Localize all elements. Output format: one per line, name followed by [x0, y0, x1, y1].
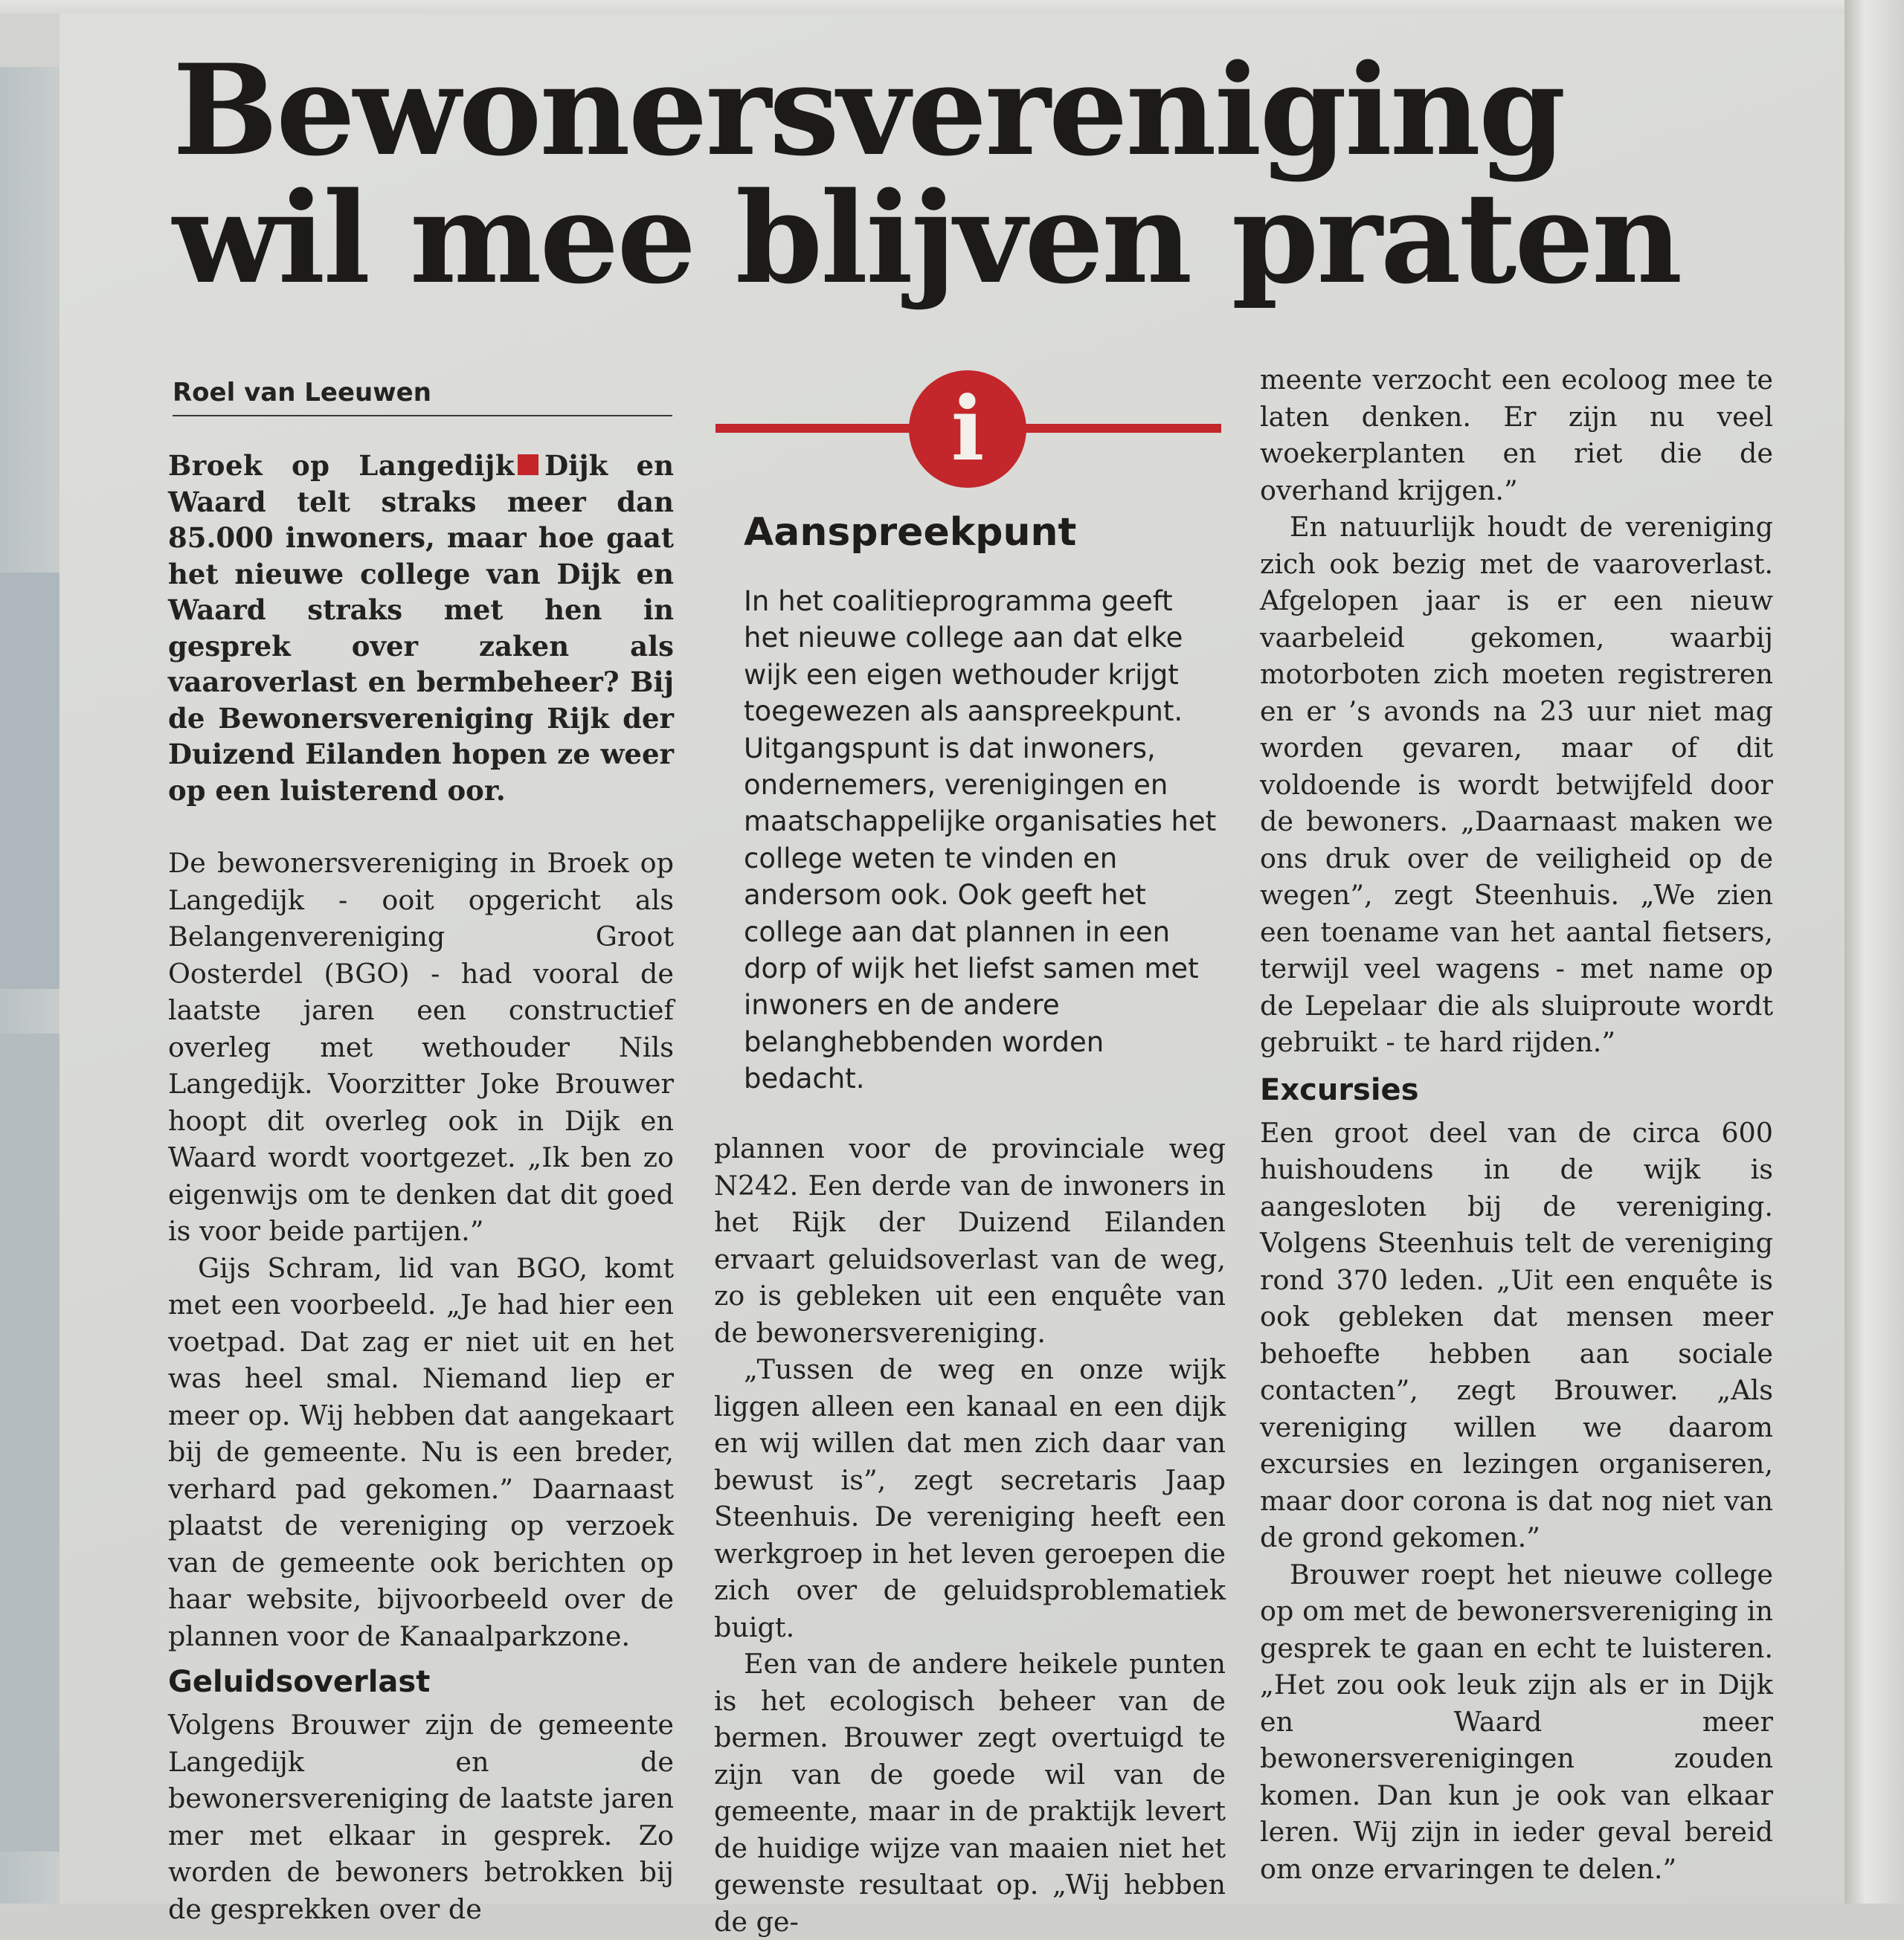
body-paragraph: Gijs Schram, lid van BGO, komt met een voorbeeld. „Je had hier een voetpad. Dat zag er niet uit en het was heel smal. Niemand liep er meer op. Wij hebben dat aangekaart bij de gemeente. Nu is een breder, verhard pad gekomen.” Daarnaast plaatst de vereniging op verzoek van de gemeente ook berichten op haar website, bijvoorbeeld over de plannen voor de Kanaalparkzone.	[168, 1251, 674, 1652]
dateline-place: Broek op Langedijk	[168, 449, 515, 482]
infobox-body: In het coalitieprogramma geeft het nieuwe college aan dat elke wijk een eigen wethouder krijgt toegewezen als aanspreekpunt. Uitgangspunt is dat inwoners, ondernemers, verenigingen en maatschappelijke organisaties het college weten te vinden en andersom ook. Ook geeft het college aan dat plannen in een dorp of wijk het liefst samen met inwoners en de andere belanghebbenden worden bedacht.	[744, 585, 1217, 1095]
page-top-edge	[0, 0, 1904, 13]
subhead-geluidsoverlast: Geluidsoverlast	[168, 1665, 431, 1699]
infobox-title: Aanspreekpunt	[744, 510, 1077, 555]
column-3	[1260, 361, 1773, 1887]
body-paragraph: Een van de andere heikele punten is het ecologisch beheer van de bermen. Brouwer zegt overtuigd te zijn van de goede wil van de gemeente, maar in de praktijk levert de huidige wijze van maaien niet het gewenste resultaat op. „Wij hebben de ge-	[714, 1648, 1226, 1938]
headline-line-1: Bewonersvereniging	[173, 36, 1564, 184]
body-paragraph: De bewonersvereniging in Broek op Langedijk - ooit opgericht als Belangenvereniging Groot Oosterdel (BGO) - had vooral de laatste jaren een constructief overleg met wethouder Nils Langedijk. Voorzitter Joke Brouwer hoopt dit overleg ook in Dijk en Waard wordt voortgezet. „Ik ben zo eigenwijs om te denken dat dit goed is voor beide partijen.”	[168, 847, 674, 1247]
body-paragraph: En natuurlijk houdt de vereniging zich ook bezig met de vaaroverlast. Afgelopen jaar is er een nieuw vaarbeleid gekomen, waarbij motorboten zich moeten registreren en er ’s avonds na 23 uur niet mag worden gevaren, maar of dit voldoende is wordt betwijfeld door de bewoners. „Daarnaast maken we ons druk over de veiligheid op de wegen”, zegt Steenhuis. „We zien een toename van het aantal fietsers, terwijl veel wagens - met name op de Lepelaar die als sluiproute wordt gebruikt - te hard rijden.”	[1260, 511, 1773, 1058]
body-paragraph: Brouwer roept het nieuwe college op om met de bewonersvereniging in gesprek te gaan en echt te luisteren. „Het zou ook leuk zijn als er in Dijk en Waard meer bewonersverenigingen zouden komen. Dan kun je ook van elkaar leren. Wij zijn in ieder geval bereid om onze ervaringen te delen.”	[1260, 1558, 1773, 1885]
column-1	[168, 448, 674, 1927]
subhead-excursies: Excursies	[1260, 1072, 1419, 1107]
page-right-edge	[1844, 0, 1904, 1904]
strip-band	[0, 1034, 60, 1852]
dateline-square-icon	[518, 454, 538, 475]
body-paragraph: Volgens Brouwer zijn de gemeente Langedijk en de bewonersvereniging de laatste jaren mer met elkaar in gesprek. Zo worden de bewoners betrokken bij de gesprekken over de	[168, 1709, 674, 1925]
adjacent-page-strip	[0, 67, 60, 1904]
body-paragraph: meente verzocht een ecoloog mee te laten denken. Er zijn nu veel woekerplanten en riet die de overhand krijgen.”	[1260, 364, 1773, 506]
body-paragraph: „Tussen de weg en onze wijk liggen alleen een kanaal en een dijk en wij willen dat men zich daar van bewust is”, zegt secretaris Jaap Steenhuis. De vereniging heeft een werkgroep in het leven geroepen die zich over de geluidsproblematiek buigt.	[714, 1353, 1226, 1643]
body-paragraph: Een groot deel van de circa 600 huishoudens in de wijk is aangesloten bij de vereniging. Volgens Steenhuis telt de vereniging rond 370 leden. „Uit een enquête is ook gebleken dat mensen meer behoefte hebben aan sociale contacten”, zegt Brouwer. „Als vereniging willen we daarom excursies en lezingen organiseren, maar door corona is dat nog niet van de grond gekomen.”	[1260, 1116, 1773, 1553]
headline	[173, 36, 1681, 312]
headline-line-2: wil mee blijven praten	[173, 164, 1681, 312]
lead-text: Dijk en Waard telt straks meer dan 85.000 inwoners, maar hoe gaat het nieuwe college van Dijk en Waard straks met hen in gesprek over zaken als vaaroverlast en bermbeheer? Bij de Bewonersvereniging Rijk der Duizend Eilanden hopen ze weer op een luisterend oor.	[168, 449, 674, 807]
strip-band	[0, 573, 60, 989]
lead-paragraph	[168, 448, 674, 808]
byline: Roel van Leeuwen	[173, 378, 672, 416]
info-icon: i	[909, 370, 1026, 488]
body-paragraph: plannen voor de provinciale weg N242. Een derde van de inwoners in het Rijk der Duizend Eilanden ervaart geluidsoverlast van de weg, zo is gebleken uit een enquête van de bewonersvereniging.	[714, 1132, 1226, 1349]
column-2	[714, 1130, 1226, 1940]
